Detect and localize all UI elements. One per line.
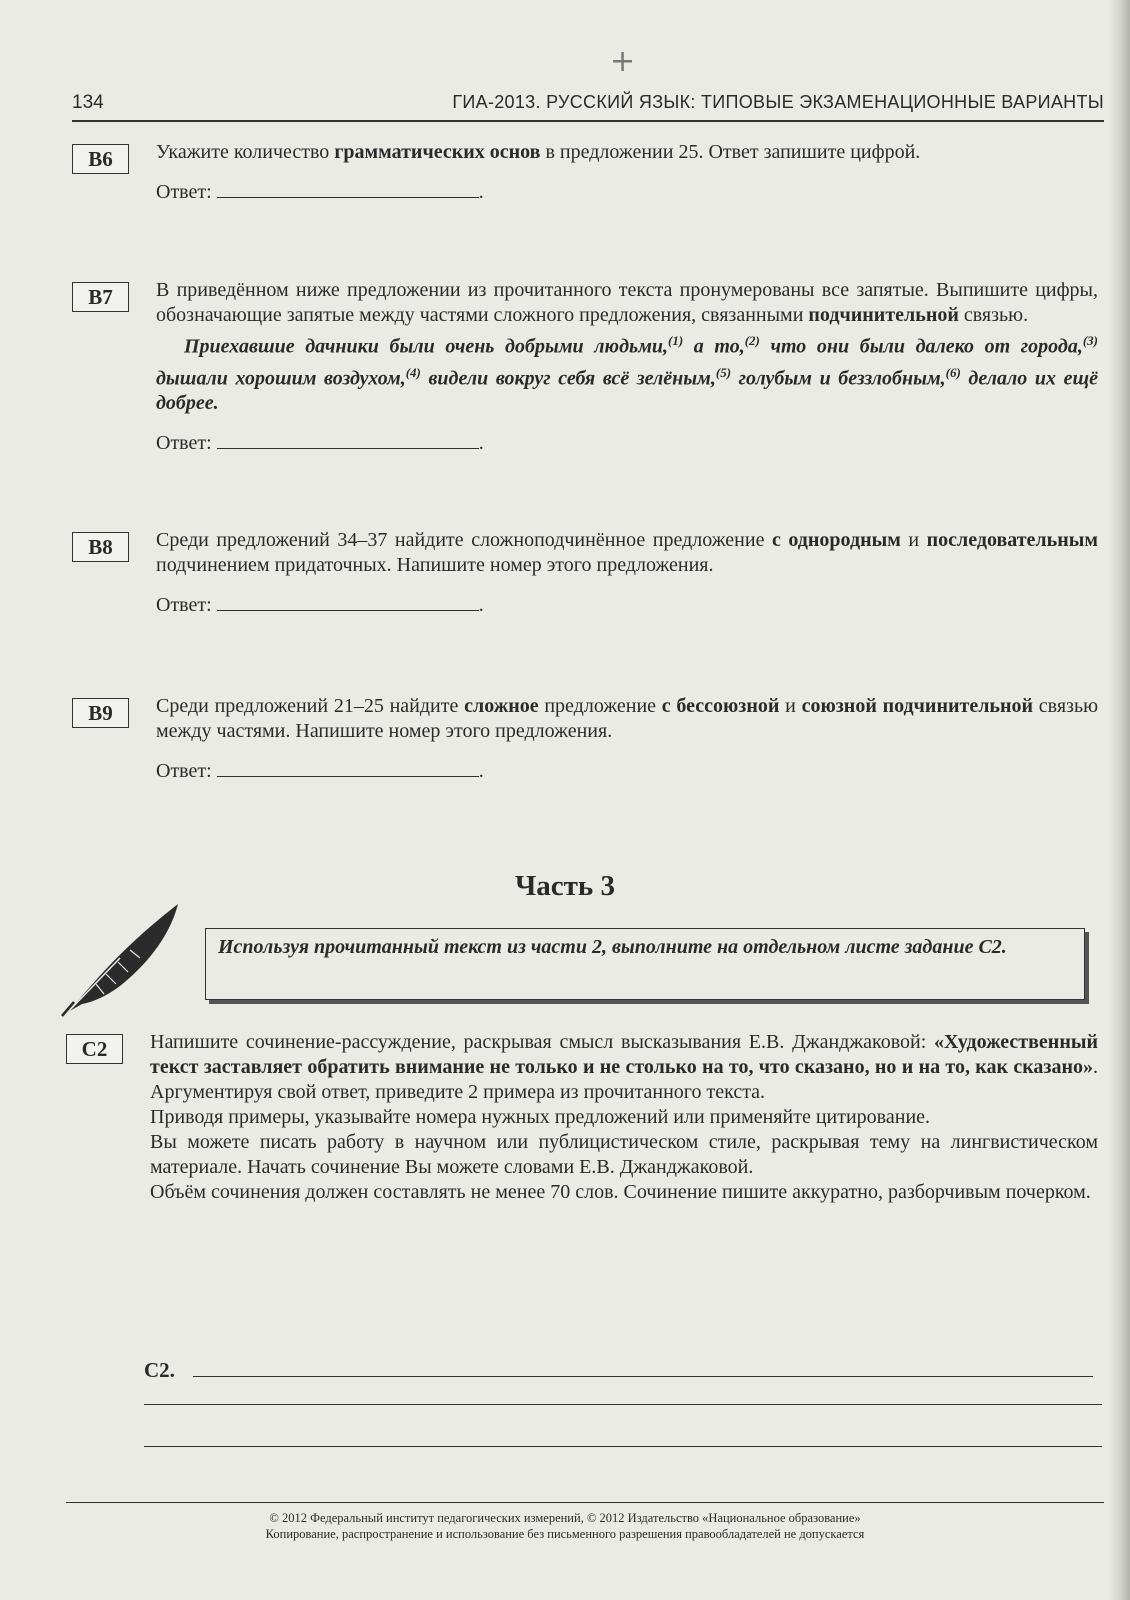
copyright-footer: © 2012 Федеральный институт педагогических измерений, © 2012 Издательство «Национальное образование» Копирование, распространение и использование без письменного разрешения правообладателей не допускается <box>265 1511 865 1541</box>
task-label: С2 <box>66 1034 123 1064</box>
task-text: Среди предложений 34–37 найдите сложноподчинённое предложение с однородным и последовательным подчинением придаточных. Напишите номер этого предложения. Ответ: . <box>156 529 1098 616</box>
task-text: В приведённом ниже предложении из прочитанного текста пронумерованы все запятые. Выпишите цифры, обозначающие запятые между частями сложного предложения, связанными подчинительной связью. Приехавшие дачники были очень добрыми людьми,$^{(1)}$ а то,$^{(2)}$ что они были далеко от города,$^{(3)}$ дышали хорошим воздухом,$^{(4)}$ видели вокруг себя всё зелёным,$^{(5)}$ голубым и беззлобным,$^{(6)}$ делало их ещё добрее. Ответ: . <box>156 279 1098 455</box>
task-label: В8 <box>72 532 129 562</box>
instruction-box: Используя прочитанный текст из части 2, выполните на отдельном листе задание С2. <box>205 928 1085 1000</box>
answer-row: Ответ: . <box>156 181 484 203</box>
answer-line[interactable] <box>217 430 479 449</box>
task-text: Укажите количество грамматических основ в предложении 25. Ответ запишите цифрой. Ответ: . <box>156 140 1098 205</box>
task-label: В6 <box>72 144 129 174</box>
header-divider <box>72 120 1104 122</box>
task-label: В9 <box>72 698 129 728</box>
task-b7 <box>72 278 1098 456</box>
answer-line[interactable] <box>217 758 479 777</box>
ruled-line[interactable] <box>144 1446 1102 1447</box>
c2-answer-line[interactable] <box>193 1358 1093 1377</box>
feather-icon <box>60 898 190 1018</box>
task-text: Среди предложений 21–25 найдите сложное предложение с бессоюзной и союзной подчинительной связью между частями. Напишите номер этого предложения. Ответ: . <box>156 695 1099 782</box>
task-b9 <box>72 694 1098 784</box>
answer-row: Ответ: . <box>156 432 484 455</box>
task-text: Напишите сочинение-рассуждение, раскрывая смысл высказывания Е.В. Джанджаковой: «Художественный текст заставляет обратить внимание не только и не столько на то, что сказано, но и на то, как сказано». Аргументируя свой ответ, приведите 2 примера из прочитанного текста. Приводя примеры, указывайте номера нужных предложений или применяйте цитирование. Вы можете писать работу в научном или публицистическом стиле, раскрывая тему на лингвистическом материале. Начать сочинение Вы можете словами Е.В. Джанджаковой. Объём сочинения должен составлять не менее 70 слов. Сочинение пишите аккуратно, разборчивым почерком. <box>150 1031 1098 1203</box>
quoted-sentence: Приехавшие дачники были очень добрыми людьми,$^{(1)}$ а то,$^{(2)}$ что они были далеко от города,$^{(3)}$ дышали хорошим воздухом,$^{(4)}$ видели вокруг себя всё зелёным,$^{(5)}$ голубым и беззлобным,$^{(6)}$ делало их ещё добрее. <box>156 333 1098 415</box>
task-label: В7 <box>72 282 129 312</box>
ruled-line[interactable] <box>144 1404 1102 1405</box>
task-b8 <box>72 528 1098 618</box>
book-spine-shadow <box>1108 0 1130 1600</box>
answer-row: Ответ: . <box>156 594 484 616</box>
handwritten-mark: + <box>610 44 636 79</box>
task-b6 <box>72 140 1098 205</box>
answer-line[interactable] <box>217 592 479 611</box>
answer-line[interactable] <box>217 179 479 198</box>
footer-divider <box>66 1502 1104 1503</box>
page-number: 134 <box>72 92 104 113</box>
running-header: ГИА-2013. РУССКИЙ ЯЗЫК: ТИПОВЫЕ ЭКЗАМЕНАЦИОННЫЕ ВАРИАНТЫ <box>452 92 1104 112</box>
part-title: Часть 3 <box>515 870 615 902</box>
c2-answer-row: С2. <box>144 1358 1102 1383</box>
answer-row: Ответ: . <box>156 760 484 782</box>
task-c2 <box>72 1030 1098 1205</box>
